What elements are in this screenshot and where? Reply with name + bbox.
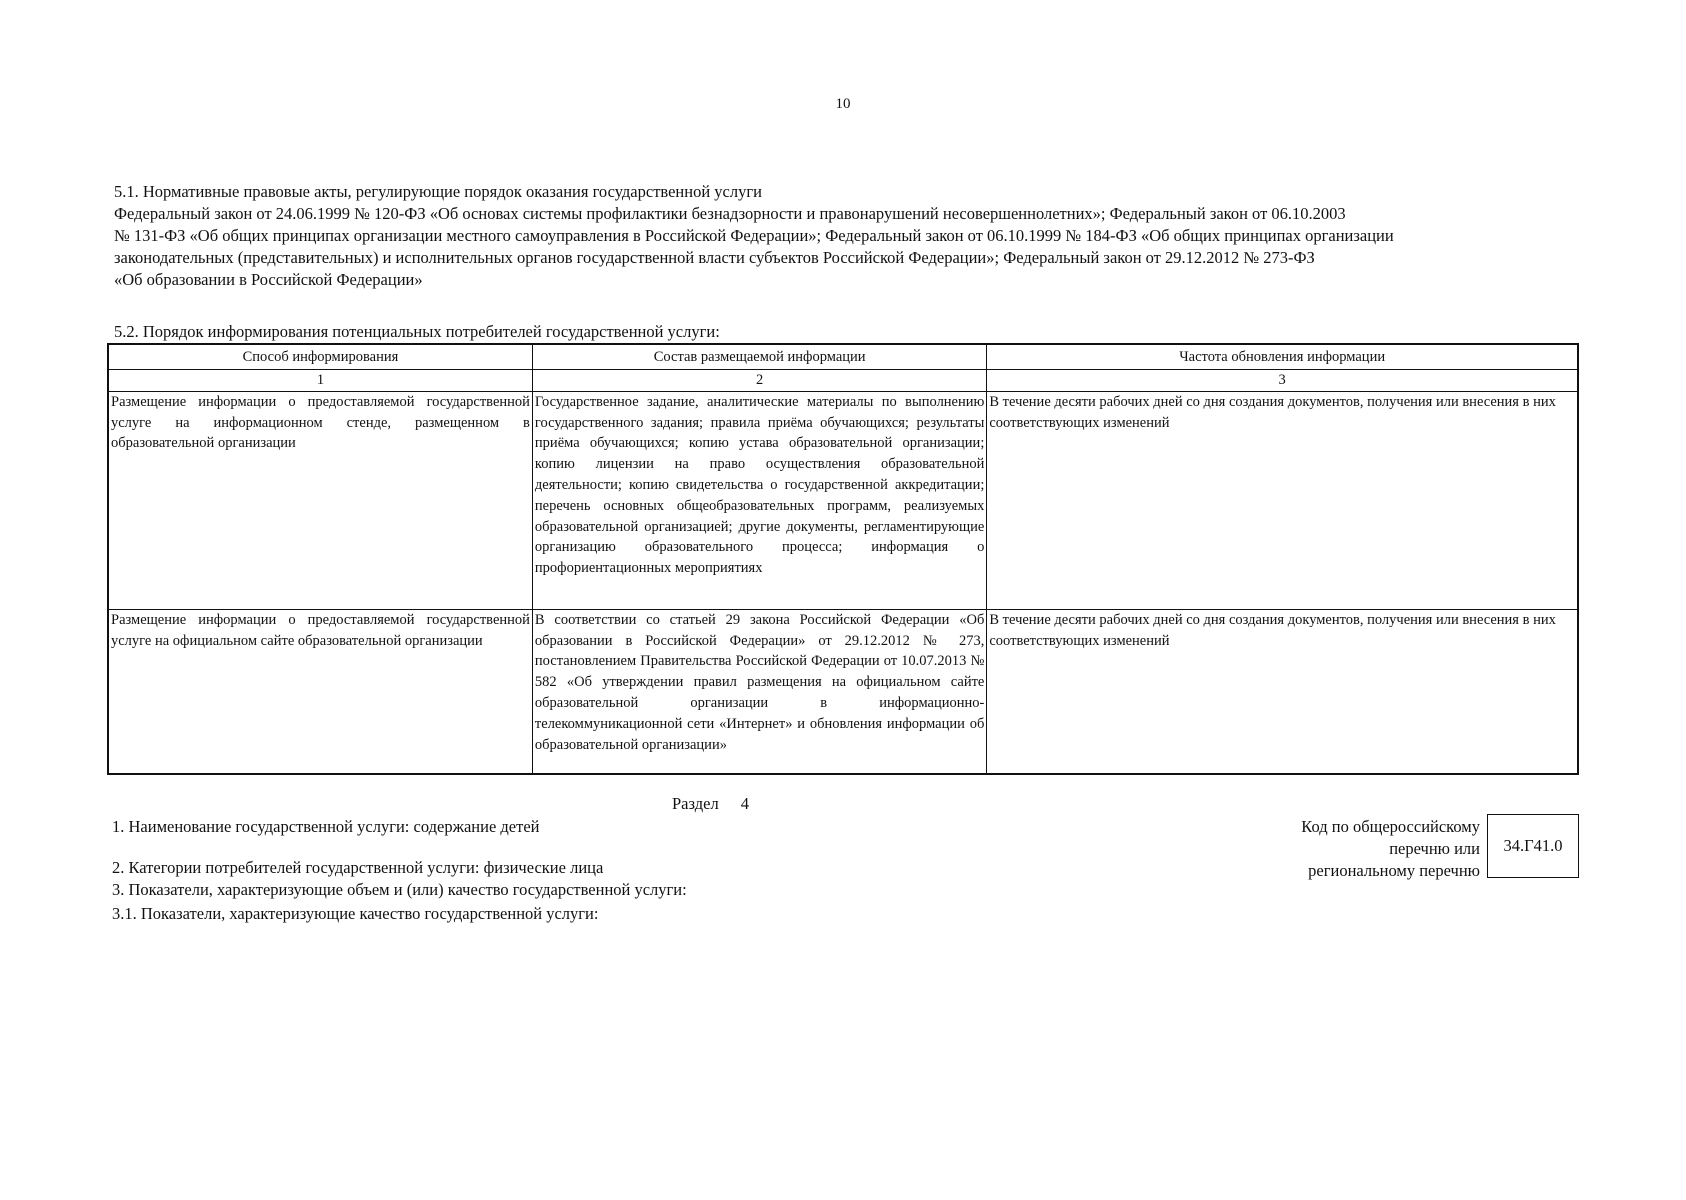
section-title: Раздел 4 (672, 794, 750, 813)
section-5-2-heading: 5.2. Порядок информирования потенциальных потребителей государственной услуги: (114, 322, 720, 341)
content-cell: Государственное задание, аналитические материалы по выполнению государственного задания; правила приёма обучающихся; результаты приёма обучающихся; копию устава образовательной организации; копию лицензии на право осуществления образовательной деятельности; копию свидетельства о государственной аккредитации; перечень основных общеобразовательных программ, реализуемых образовательной организацией; другие документы, регламентирующие организацию образовательного процесса; информация о профориентационных мероприятиях (532, 391, 986, 609)
column-number: 3 (987, 370, 1578, 392)
column-number: 1 (108, 370, 532, 392)
registry-code-label-line: перечню или (1389, 839, 1480, 858)
indicators-heading: 3. Показатели, характеризующие объем и (или) качество государственной услуги: (112, 880, 687, 899)
column-header-content: Состав размещаемой информации (532, 344, 986, 370)
registry-code-label-line: региональному перечню (1308, 861, 1480, 880)
regulatory-acts-line: № 131-ФЗ «Об общих принципах организации местного самоуправления в Российской Федерации»; Федеральный закон от 06.10.1999 № 184-ФЗ «Об общих принципах организации (114, 226, 1394, 245)
table-row (108, 609, 1578, 774)
quality-indicators-heading: 3.1. Показатели, характеризующие качество государственной услуги: (112, 904, 599, 923)
table-row (108, 391, 1578, 609)
regulatory-acts-line: законодательных (представительных) и исполнительных органов государственной власти субъектов Российской Федерации»; Федеральный закон от 29.12.2012 № 273-ФЗ (114, 248, 1315, 267)
regulatory-acts-section (114, 181, 1584, 291)
page-number: 10 (835, 96, 851, 112)
method-cell: Размещение информации о предоставляемой государственной услуге на официальном сайте образовательной организации (108, 609, 532, 774)
service-name: 1. Наименование государственной услуги: содержание детей (112, 817, 540, 836)
regulatory-acts-line: «Об образовании в Российской Федерации» (114, 270, 423, 289)
column-number-row (108, 370, 1578, 392)
registry-code-label (1190, 816, 1480, 882)
frequency-cell: В течение десяти рабочих дней со дня создания документов, получения или внесения в них соответствующих изменений (987, 609, 1578, 774)
method-cell: Размещение информации о предоставляемой государственной услуге на информационном стенде, размещенном в образовательной организации (108, 391, 532, 609)
consumer-categories: 2. Категории потребителей государственной услуги: физические лица (112, 858, 604, 877)
registry-code-value: 34.Г41.0 (1503, 836, 1563, 855)
regulatory-acts-line: Федеральный закон от 24.06.1999 № 120-ФЗ «Об основах системы профилактики безнадзорности и правонарушений несовершеннолетних»; Федеральный закон от 06.10.2003 (114, 204, 1346, 223)
column-header-method: Способ информирования (108, 344, 532, 370)
column-number: 2 (532, 370, 986, 392)
information-procedure-table (107, 343, 1579, 775)
column-header-frequency: Частота обновления информации (987, 344, 1578, 370)
content-cell: В соответствии со статьей 29 закона Российской Федерации «Об образовании в Российской Федерации» от 29.12.2012 № 273, постановлением Правительства Российской Федерации от 10.07.2013 № 582 «Об утверждении правил размещения на официальном сайте образовательной организации в информационно-телекоммуникационной сети «Интернет» и обновления информации об образовательной организации» (532, 609, 986, 774)
frequency-cell: В течение десяти рабочих дней со дня создания документов, получения или внесения в них соответствующих изменений (987, 391, 1578, 609)
registry-code-box (1487, 814, 1579, 878)
registry-code-label-line: Код по общероссийскому (1301, 817, 1480, 836)
section-5-1-heading: 5.1. Нормативные правовые акты, регулирующие порядок оказания государственной услуги (114, 182, 762, 201)
